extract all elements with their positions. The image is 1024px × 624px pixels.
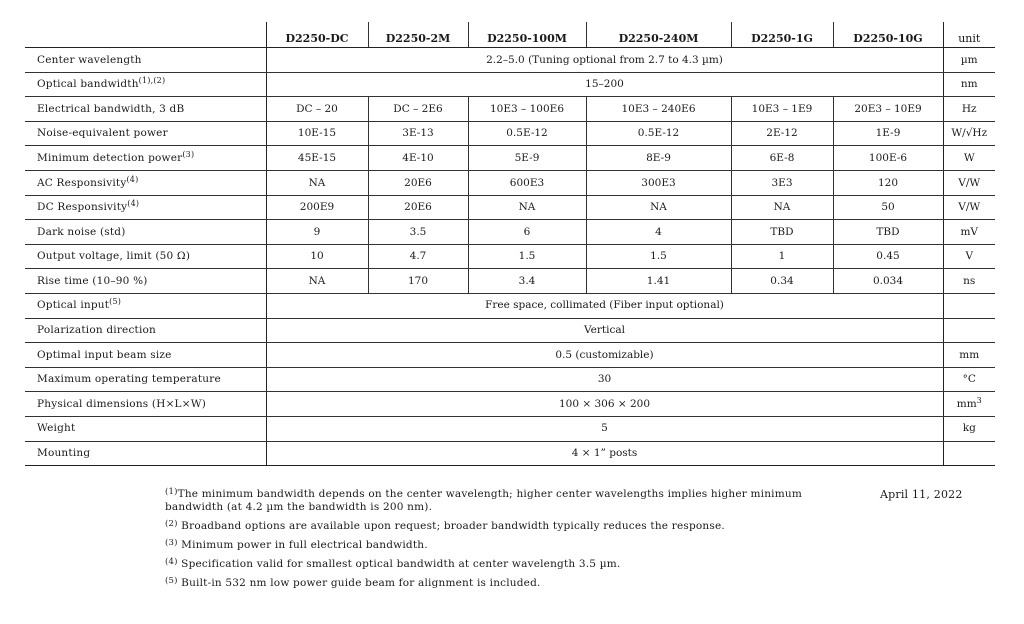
footnote-ref: (5) [109, 297, 122, 307]
row-unit [943, 220, 995, 245]
row-value: 4.7 [368, 244, 468, 269]
row-value: 10E3 – 100E6 [468, 97, 586, 122]
row-label [25, 220, 266, 245]
row-unit-text: mm [959, 348, 980, 361]
row-value: DC – 20 [266, 97, 368, 122]
document-date: April 11, 2022 [880, 488, 963, 501]
table-row [25, 48, 995, 73]
row-value: DC – 2E6 [368, 97, 468, 122]
footnote-text: Specification valid for smallest optical bandwidth at center wavelength 3.5 µm. [177, 558, 621, 570]
header-blank-cell [25, 22, 266, 48]
table-row [25, 170, 995, 195]
row-value: 1E-9 [833, 121, 943, 146]
table-body [25, 48, 995, 466]
row-unit-text: mV [960, 225, 979, 238]
row-unit [943, 146, 995, 171]
row-label-text: Optical bandwidth [37, 78, 139, 91]
row-unit [943, 48, 995, 73]
row-label [25, 416, 266, 441]
row-value: 0.5E-12 [586, 121, 731, 146]
row-label [25, 293, 266, 318]
row-value: 3.4 [468, 269, 586, 294]
row-label-text: Optical input [37, 299, 110, 312]
row-label-text: Maximum operating temperature [37, 373, 221, 386]
column-header-d2250-1g: D2250-1G [731, 22, 833, 48]
row-label-text: DC Responsivity [37, 201, 128, 214]
row-value: 200E9 [266, 195, 368, 220]
row-value: 5E-9 [468, 146, 586, 171]
row-unit-text: V [965, 250, 974, 263]
row-value: 4 × 1” posts [266, 441, 943, 466]
column-header-d2250-10g: D2250-10G [833, 22, 943, 48]
row-label-text: Dark noise (std) [37, 225, 126, 238]
row-label [25, 72, 266, 97]
footnote-5 [165, 577, 845, 590]
footnote-3 [165, 539, 845, 552]
row-value: 3.5 [368, 220, 468, 245]
row-value: 2E-12 [731, 121, 833, 146]
row-label [25, 367, 266, 392]
row-value: 10E3 – 240E6 [586, 97, 731, 122]
row-unit: W/√Hz [943, 121, 995, 146]
footnote-ref: (3) [182, 149, 195, 159]
row-label [25, 170, 266, 195]
row-value: 120 [833, 170, 943, 195]
row-value: 50 [833, 195, 943, 220]
row-value: 100 × 306 × 200 [266, 392, 943, 417]
table-row [25, 367, 995, 392]
row-value: 10E-15 [266, 121, 368, 146]
footnote-4 [165, 558, 845, 571]
footnote-mark: (1) [165, 487, 178, 497]
row-unit-text: W [963, 151, 975, 164]
row-label-text: Center wavelength [37, 53, 142, 66]
footnote-text: Built-in 532 nm low power guide beam for alignment is included. [177, 577, 541, 589]
row-unit-text: V/W [958, 201, 981, 214]
row-value: 45E-15 [266, 146, 368, 171]
row-unit [943, 244, 995, 269]
row-value: 600E3 [468, 170, 586, 195]
row-label [25, 441, 266, 466]
row-value: 100E-6 [833, 146, 943, 171]
row-value: NA [266, 170, 368, 195]
footnotes [165, 488, 845, 596]
unit-superscript: 3 [976, 395, 982, 405]
row-value: NA [266, 269, 368, 294]
row-label-text: Rise time (10–90 %) [37, 274, 148, 287]
row-label [25, 392, 266, 417]
footnote-mark: (5) [165, 576, 178, 586]
row-unit [943, 269, 995, 294]
footnote-mark: (4) [165, 557, 178, 567]
footnote-text: Broadband options are available upon request; broader bandwidth typically reduces the response. [177, 520, 725, 532]
footnote-text: The minimum bandwidth depends on the center wavelength; higher center wavelengths implies higher minimum bandwidth (at 4.2 µm the bandwidth is 200 nm). [165, 488, 803, 513]
row-value: 20E6 [368, 195, 468, 220]
row-value: 30 [266, 367, 943, 392]
row-value: 0.034 [833, 269, 943, 294]
row-unit [943, 367, 995, 392]
row-value: 170 [368, 269, 468, 294]
table-row [25, 343, 995, 368]
row-unit [943, 72, 995, 97]
row-unit-text: V/W [958, 176, 981, 189]
row-value: 0.5 (customizable) [266, 343, 943, 368]
row-value: 20E3 – 10E9 [833, 97, 943, 122]
row-label-text: Optimal input beam size [37, 348, 172, 361]
table-row [25, 121, 995, 146]
row-label [25, 48, 266, 73]
row-unit-text: µm [960, 53, 978, 66]
column-header-d2250-dc: D2250-DC [266, 22, 368, 48]
row-unit [943, 293, 995, 318]
row-label-text: Output voltage, limit (50 Ω) [37, 250, 191, 263]
table-row [25, 269, 995, 294]
row-value: 4E-10 [368, 146, 468, 171]
specification-table [25, 22, 995, 466]
row-unit-text: Hz [961, 102, 977, 115]
table-row [25, 195, 995, 220]
footnote-mark: (3) [165, 538, 178, 548]
row-unit [943, 195, 995, 220]
row-value: 6E-8 [731, 146, 833, 171]
footnote-2 [165, 520, 845, 533]
row-label [25, 269, 266, 294]
row-unit [943, 441, 995, 466]
footnote-ref: (4) [127, 199, 140, 209]
row-value: NA [468, 195, 586, 220]
column-header-d2250-2m: D2250-2M [368, 22, 468, 48]
row-label-text: Polarization direction [37, 324, 157, 337]
row-unit [943, 170, 995, 195]
row-label-text: Mounting [37, 447, 91, 460]
table-row [25, 220, 995, 245]
row-value: TBD [731, 220, 833, 245]
row-label-text: AC Responsivity [37, 176, 127, 189]
row-value: 3E3 [731, 170, 833, 195]
row-label [25, 146, 266, 171]
row-value: 0.34 [731, 269, 833, 294]
row-value: 1 [731, 244, 833, 269]
row-label [25, 121, 266, 146]
row-label [25, 97, 266, 122]
footnote-mark: (2) [165, 519, 178, 529]
table-row [25, 318, 995, 343]
row-value: 0.45 [833, 244, 943, 269]
row-label [25, 244, 266, 269]
row-label-text: Noise-equivalent power [37, 127, 168, 140]
row-label [25, 195, 266, 220]
row-label-text: Physical dimensions (H×L×W) [37, 397, 207, 410]
row-label-text: Minimum detection power [37, 151, 183, 164]
footnote-1 [165, 488, 845, 514]
row-value: 10 [266, 244, 368, 269]
row-unit [943, 392, 995, 417]
table-row [25, 416, 995, 441]
table-row [25, 392, 995, 417]
row-value: NA [731, 195, 833, 220]
table-row [25, 72, 995, 97]
row-unit-text: °C [962, 373, 976, 386]
row-value: 15–200 [266, 72, 943, 97]
row-unit-text: nm [960, 78, 978, 91]
row-value: 5 [266, 416, 943, 441]
row-unit [943, 416, 995, 441]
row-value: 0.5E-12 [468, 121, 586, 146]
table-row [25, 244, 995, 269]
table-row [25, 146, 995, 171]
footnote-ref: (1),(2) [138, 76, 166, 86]
column-header-unit: unit [943, 22, 995, 48]
table-row [25, 293, 995, 318]
row-label [25, 343, 266, 368]
row-unit-text: mm [956, 397, 977, 410]
row-label-text: Weight [37, 422, 76, 435]
row-value: Vertical [266, 318, 943, 343]
row-unit-text: kg [962, 422, 976, 435]
row-label [25, 318, 266, 343]
row-value: Free space, collimated (Fiber input optional) [266, 293, 943, 318]
row-value: 1.5 [468, 244, 586, 269]
row-value: 20E6 [368, 170, 468, 195]
row-value: 10E3 – 1E9 [731, 97, 833, 122]
table-row [25, 441, 995, 466]
row-value: 300E3 [586, 170, 731, 195]
header-row [25, 22, 995, 48]
row-unit [943, 97, 995, 122]
footnote-ref: (4) [126, 174, 139, 184]
row-value: 2.2–5.0 (Tuning optional from 2.7 to 4.3 µm) [266, 48, 943, 73]
column-header-d2250-240m: D2250-240M [586, 22, 731, 48]
row-label-text: Electrical bandwidth, 3 dB [37, 102, 185, 115]
row-value: TBD [833, 220, 943, 245]
row-value: 9 [266, 220, 368, 245]
row-value: 4 [586, 220, 731, 245]
row-unit [943, 318, 995, 343]
column-header-d2250-100m: D2250-100M [468, 22, 586, 48]
table-row [25, 97, 995, 122]
row-value: 8E-9 [586, 146, 731, 171]
row-unit [943, 343, 995, 368]
row-value: 3E-13 [368, 121, 468, 146]
footnote-text: Minimum power in full electrical bandwidth. [177, 539, 428, 551]
row-value: NA [586, 195, 731, 220]
row-value: 6 [468, 220, 586, 245]
row-value: 1.41 [586, 269, 731, 294]
row-unit-text: ns [963, 274, 976, 287]
row-value: 1.5 [586, 244, 731, 269]
